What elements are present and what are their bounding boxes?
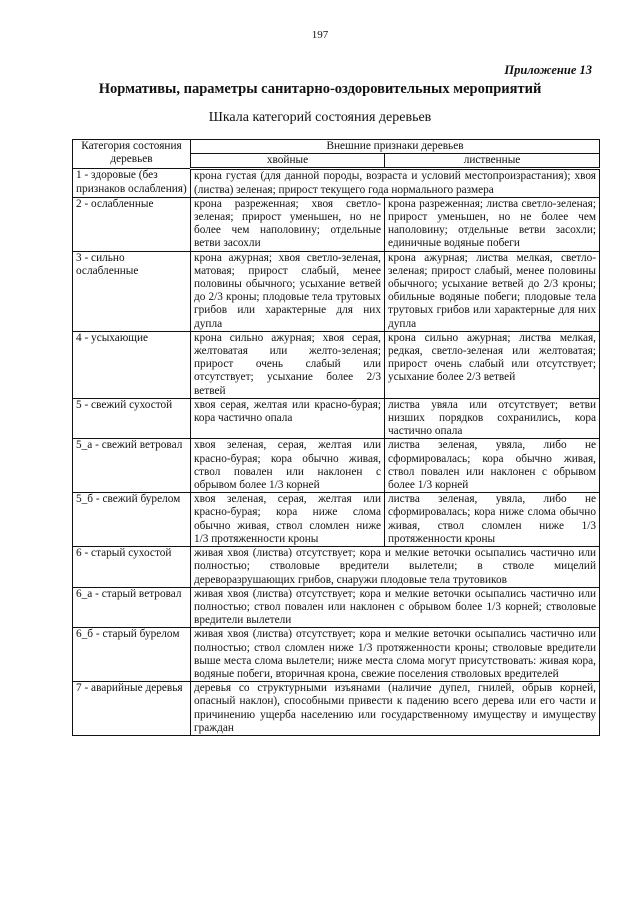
deciduous-cell: крона ажурная; листва мелкая, светло-зеленая; прирост слабый, менее половины обычного; усыхание ветвей до 2/3 кроны; обильные водяные побеги; плодовые тела трутовых грибов или характерные для них дупла bbox=[385, 251, 600, 331]
signs-cell: деревья со структурными изъянами (наличие дупел, гнилей, обрыв корней, опасный наклон), способными привести к падению всего дерева или его части и причинению ущерба населению или государственному имуществу и имуществу граждан bbox=[191, 682, 600, 736]
table-row bbox=[73, 197, 600, 251]
signs-cell: живая хвоя (листва) отсутствует; кора и мелкие веточки осыпались частично или полностью; стволовые вредители вылетели; в стволе мицелий дереворазрушающих грибов, снаружи плодовые тела трутовиков bbox=[191, 547, 600, 588]
signs-cell: живая хвоя (листва) отсутствует; кора и мелкие веточки осыпались частично или полностью; ствол повален или наклонен с обрывом более 1/3 корней; стволовые вредители вылетели bbox=[191, 587, 600, 628]
header-deciduous: лиственные bbox=[385, 154, 600, 169]
table-row bbox=[73, 439, 600, 493]
header-row bbox=[73, 140, 600, 154]
category-cell: 6 - старый сухостой bbox=[73, 547, 191, 588]
category-cell: 5 - свежий сухостой bbox=[73, 398, 191, 439]
deciduous-cell: крона сильно ажурная; листва мелкая, редкая, светло-зеленая или желтоватая; прирост очень слабый или отсутствует; усыхание более 2/3 ветвей bbox=[385, 331, 600, 398]
signs-cell: живая хвоя (листва) отсутствует; кора и мелкие веточки осыпались частично или полностью; ствол сломлен ниже 1/3 протяженности кроны; стволовые вредители выше места слома вылетели; ниже места слома могут присутствовать: живая кора, водяные побеги, вторичная крона, свежие поселения стволовых вредителей bbox=[191, 628, 600, 682]
table-row bbox=[73, 398, 600, 439]
header-conifer: хвойные bbox=[191, 154, 385, 169]
deciduous-cell: листва зеленая, увяла, либо не сформировалась; кора ниже слома обычно живая, ствол сломлен ниже 1/3 протяженности кроны bbox=[385, 493, 600, 547]
header-category: Категория состояния деревьев bbox=[73, 140, 191, 169]
table-row bbox=[73, 682, 600, 736]
category-cell: 2 - ослабленные bbox=[73, 197, 191, 251]
conifer-cell: хвоя зеленая, серая, желтая или красно-бурая; кора обычно живая, ствол повален или наклонен с обрывом более 1/3 корней bbox=[191, 439, 385, 493]
category-cell: 6_а - старый ветровал bbox=[73, 587, 191, 628]
tree-condition-table bbox=[72, 139, 600, 736]
category-cell: 5_а - свежий ветровал bbox=[73, 439, 191, 493]
table-row bbox=[73, 169, 600, 197]
table-row bbox=[73, 331, 600, 398]
deciduous-cell: крона разреженная; листва светло-зеленая; прирост уменьшен, но не более чем наполовину; отдельные ветви засохли; единичные водяные побеги bbox=[385, 197, 600, 251]
table-row bbox=[73, 493, 600, 547]
appendix-label: Приложение 13 bbox=[504, 63, 592, 77]
page-title: Нормативы, параметры санитарно-оздоровительных мероприятий bbox=[98, 81, 542, 97]
conifer-cell: крона сильно ажурная; хвоя серая, желтоватая или желто-зеленая; прирост очень слабый или отсутствует; усыхание более 2/3 ветвей bbox=[191, 331, 385, 398]
table-row bbox=[73, 628, 600, 682]
category-cell: 1 - здоровые (без признаков ослабления) bbox=[73, 169, 191, 197]
signs-cell: крона густая (для данной породы, возраста и условий местопроизрастания); хвоя (листва) зеленая; прирост текущего года нормального размера bbox=[191, 169, 600, 197]
conifer-cell: крона разреженная; хвоя светло-зеленая; прирост уменьшен, но не более чем наполовину; отдельные ветви засохли bbox=[191, 197, 385, 251]
category-cell: 4 - усыхающие bbox=[73, 331, 191, 398]
conifer-cell: хвоя серая, желтая или красно-бурая; кора частично опала bbox=[191, 398, 385, 439]
conifer-cell: хвоя зеленая, серая, желтая или красно-бурая; кора ниже слома обычно живая, ствол сломлен ниже 1/3 протяженности кроны bbox=[191, 493, 385, 547]
page-number: 197 bbox=[311, 29, 329, 41]
category-cell: 3 - сильно ослабленные bbox=[73, 251, 191, 331]
category-cell: 6_б - старый бурелом bbox=[73, 628, 191, 682]
table-title: Шкала категорий состояния деревьев bbox=[208, 110, 432, 125]
category-cell: 5_б - свежий бурелом bbox=[73, 493, 191, 547]
table-row bbox=[73, 587, 600, 628]
deciduous-cell: листва зеленая, увяла, либо не сформировалась; кора обычно живая, ствол повален или наклонен с обрывом более 1/3 корней bbox=[385, 439, 600, 493]
header-signs: Внешние признаки деревьев bbox=[191, 140, 600, 154]
table-row bbox=[73, 547, 600, 588]
deciduous-cell: листва увяла или отсутствует; ветви низших порядков сохранились, кора частично опала bbox=[385, 398, 600, 439]
conifer-cell: крона ажурная; хвоя светло-зеленая, матовая; прирост слабый, менее половины обычного; усыхание ветвей до 2/3 кроны; плодовые тела трутовых грибов или характерные для них дупла bbox=[191, 251, 385, 331]
category-cell: 7 - аварийные деревья bbox=[73, 682, 191, 736]
table-row bbox=[73, 251, 600, 331]
